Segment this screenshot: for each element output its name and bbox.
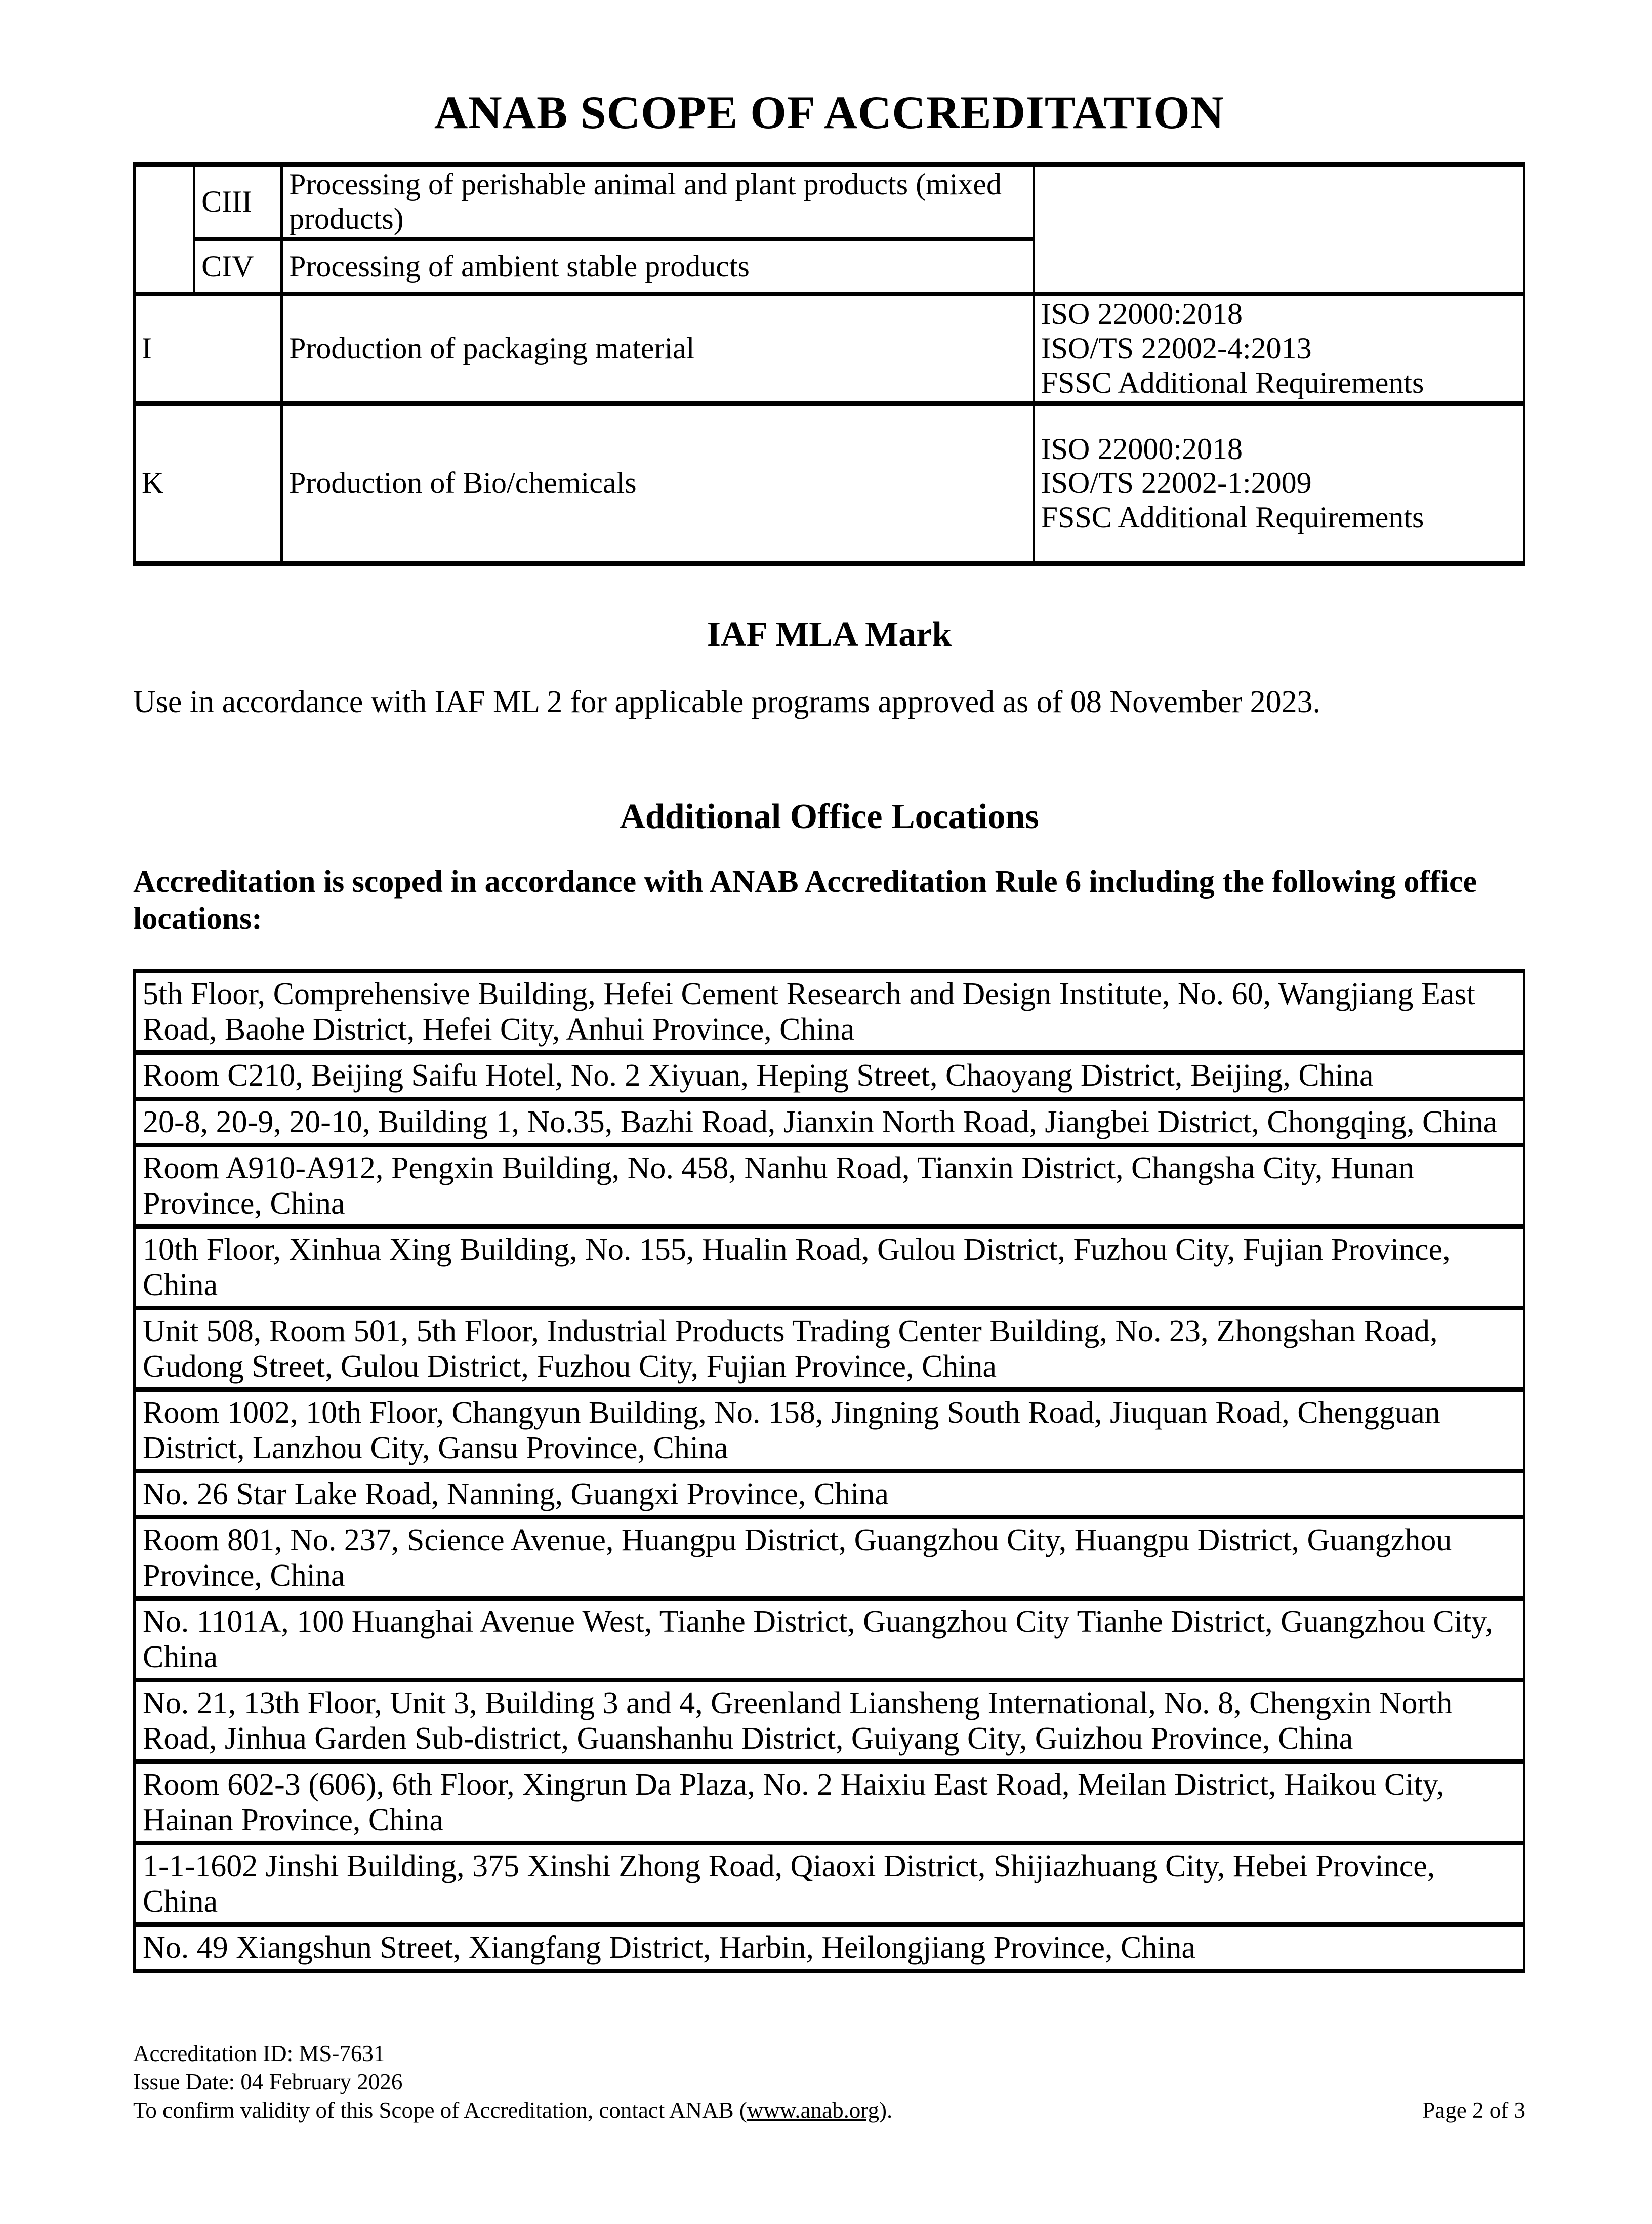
scope-row-i — [135, 294, 1524, 403]
office-location-row — [135, 1925, 1524, 1971]
standard-line: ISO 22000:2018 — [1041, 297, 1243, 331]
category-description: Production of packaging material — [282, 294, 1034, 403]
office-location-row — [135, 1389, 1524, 1471]
office-address: No. 26 Star Lake Road, Nanning, Guangxi Province, China — [135, 1471, 1524, 1517]
category-description: Processing of ambient stable products — [282, 239, 1034, 294]
accreditation-id: Accreditation ID: MS-7631 — [133, 2040, 385, 2066]
office-location-row — [135, 1843, 1524, 1925]
confirm-validity-prefix: To confirm validity of this Scope of Accreditation, contact ANAB ( — [133, 2097, 747, 2123]
anab-website-link[interactable]: www.anab.org — [747, 2097, 880, 2123]
confirm-validity-text — [133, 2096, 892, 2124]
office-address: Room 801, No. 237, Science Avenue, Huangpu District, Guangzhou City, Huangpu District, Guangzhou Province, China — [135, 1517, 1524, 1599]
category-code: CIII — [194, 164, 282, 239]
scope-row-ciii — [135, 164, 1524, 239]
iaf-mla-mark-text: Use in accordance with IAF ML 2 for applicable programs approved as of 08 November 2023. — [133, 685, 1321, 720]
office-locations-table — [133, 969, 1525, 1973]
standard-line: ISO/TS 22002-1:2009 — [1041, 466, 1312, 500]
office-address: Unit 508, Room 501, 5th Floor, Industrial Products Trading Center Building, No. 23, Zhongshan Road, Gudong Street, Gulou District, Fuzhou City, Fujian Province, China — [135, 1308, 1524, 1389]
page-title: ANAB SCOPE OF ACCREDITATION — [434, 87, 1225, 138]
standard-line: ISO 22000:2018 — [1041, 432, 1243, 466]
category-description: Processing of perishable animal and plant products (mixed products) — [282, 164, 1034, 239]
scope-of-accreditation-table — [133, 162, 1525, 566]
office-address: 10th Floor, Xinhua Xing Building, No. 155, Hualin Road, Gulou District, Fuzhou City, Fujian Province, China — [135, 1226, 1524, 1308]
category-description: Production of Bio/chemicals — [282, 403, 1034, 563]
office-address: No. 21, 13th Floor, Unit 3, Building 3 and 4, Greenland Liansheng International, No. 8, Chengxin North Road, Jinhua Garden Sub-district, Guanshanhu District, Guiyang City, Guizhou Province, China — [135, 1680, 1524, 1762]
document-page — [0, 86, 1652, 2224]
standard-line: FSSC Additional Requirements — [1041, 501, 1424, 534]
office-location-row — [135, 971, 1524, 1053]
category-code: CIV — [194, 239, 282, 294]
page-footer — [133, 2039, 1525, 2125]
category-letter: K — [135, 403, 282, 563]
standards-list — [1034, 403, 1524, 563]
office-address: No. 49 Xiangshun Street, Xiangfang District, Harbin, Heilongjiang Province, China — [135, 1925, 1524, 1971]
standard-line: ISO/TS 22002-4:2013 — [1041, 332, 1312, 365]
scope-row-k — [135, 403, 1524, 563]
office-location-row — [135, 1099, 1524, 1145]
office-location-row — [135, 1762, 1524, 1843]
office-address: Room A910-A912, Pengxin Building, No. 458, Nanhu Road, Tianxin District, Changsha City, Hunan Province, China — [135, 1145, 1524, 1226]
office-location-row — [135, 1680, 1524, 1762]
page-content — [133, 86, 1525, 2124]
office-location-row — [135, 1145, 1524, 1226]
office-address: 20-8, 20-9, 20-10, Building 1, No.35, Bazhi Road, Jianxin North Road, Jiangbei District, Chongqing, China — [135, 1099, 1524, 1145]
page-number: Page 2 of 3 — [1422, 2097, 1525, 2123]
office-address: Room C210, Beijing Saifu Hotel, No. 2 Xiyuan, Heping Street, Chaoyang District, Beijing, China — [135, 1053, 1524, 1099]
office-address: Room 1002, 10th Floor, Changyun Building, No. 158, Jingning South Road, Jiuquan Road, Chengguan District, Lanzhou City, Gansu Province, China — [135, 1389, 1524, 1471]
office-locations-intro: Accreditation is scoped in accordance with ANAB Accreditation Rule 6 including the following office locations: — [133, 864, 1477, 936]
office-location-row — [135, 1471, 1524, 1517]
empty-parent-category-cell — [135, 164, 194, 294]
office-address: No. 1101A, 100 Huanghai Avenue West, Tianhe District, Guangzhou City Tianhe District, Guangzhou City, China — [135, 1599, 1524, 1680]
footer-last-line — [133, 2096, 1525, 2124]
iaf-mla-mark-heading: IAF MLA Mark — [707, 614, 952, 654]
additional-office-locations-heading: Additional Office Locations — [620, 797, 1039, 836]
office-address: 1-1-1602 Jinshi Building, 375 Xinshi Zhong Road, Qiaoxi District, Shijiazhuang City, Hebei Province, China — [135, 1843, 1524, 1925]
category-letter: I — [135, 294, 282, 403]
office-location-row — [135, 1308, 1524, 1389]
confirm-validity-suffix: ). — [879, 2097, 893, 2123]
office-location-row — [135, 1517, 1524, 1599]
office-address: 5th Floor, Comprehensive Building, Hefei Cement Research and Design Institute, No. 60, Wangjiang East Road, Baohe District, Hefei City, Anhui Province, China — [135, 971, 1524, 1053]
issue-date: Issue Date: 04 February 2026 — [133, 2069, 403, 2094]
standards-list — [1034, 294, 1524, 403]
standard-line: FSSC Additional Requirements — [1041, 365, 1424, 399]
office-location-row — [135, 1599, 1524, 1680]
office-location-row — [135, 1053, 1524, 1099]
office-location-row — [135, 1226, 1524, 1308]
office-address: Room 602-3 (606), 6th Floor, Xingrun Da Plaza, No. 2 Haixiu East Road, Meilan District, Haikou City, Hainan Province, China — [135, 1762, 1524, 1843]
empty-standards-cell — [1034, 164, 1524, 294]
